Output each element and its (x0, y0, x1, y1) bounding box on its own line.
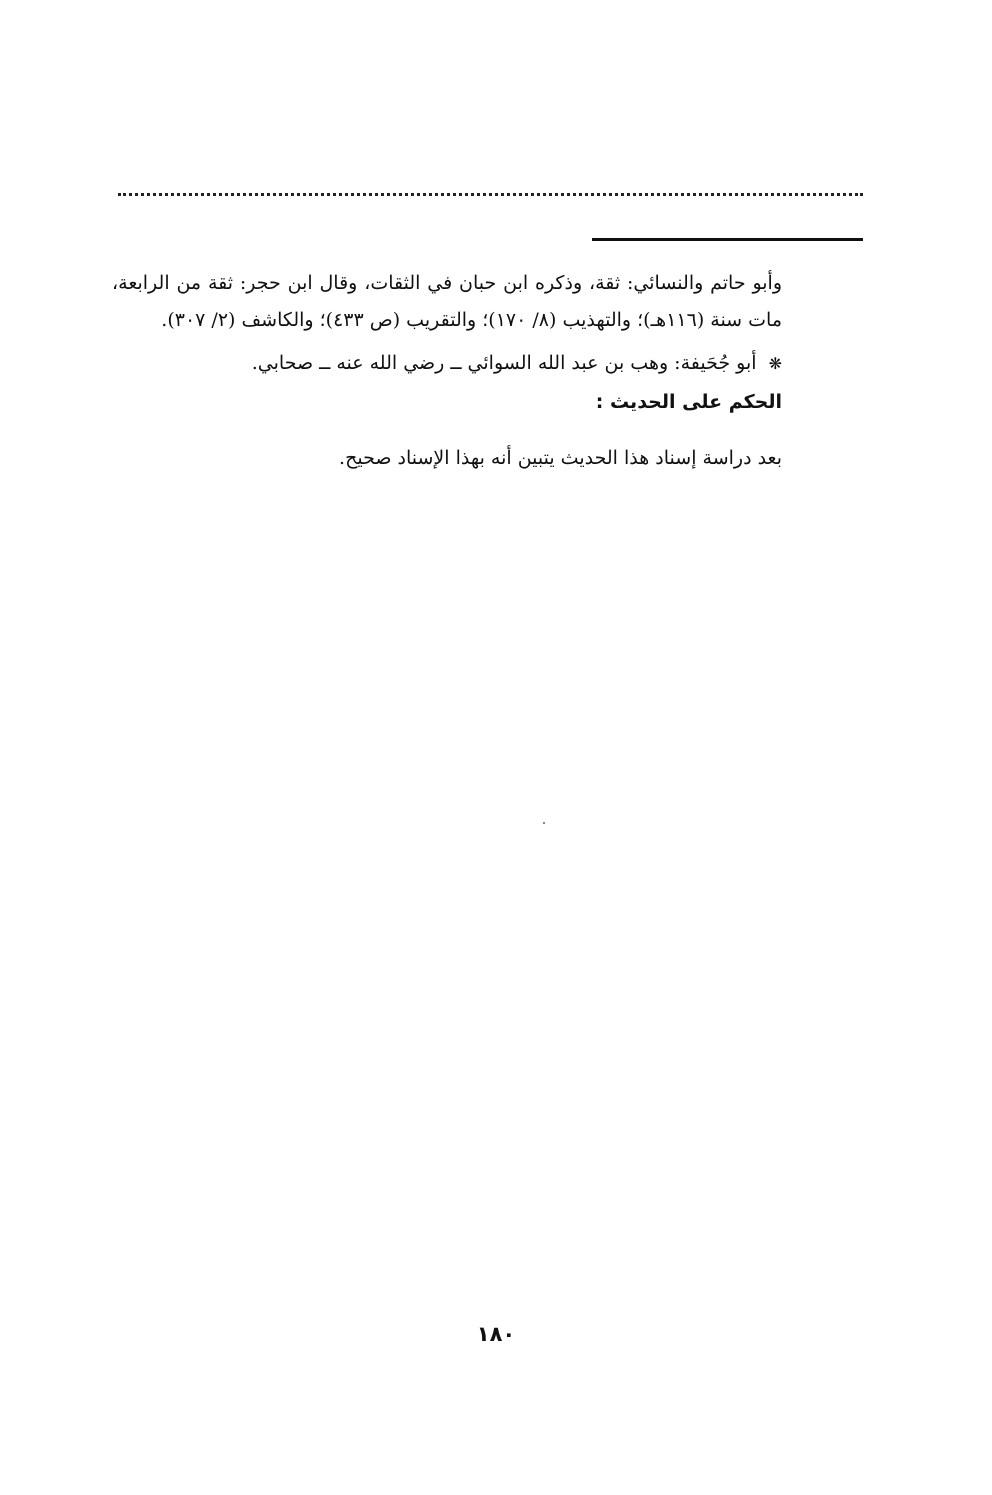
narrator-entry (112, 345, 782, 382)
ruling-text: بعد دراسة إسناد هذا الحديث يتبين أنه بهذا الإسناد صحيح. (339, 447, 782, 469)
page-body (112, 265, 782, 477)
narrator-entry-text: أبو جُحَيفة: وهب بن عبد الله السوائي ــ رضي الله عنه ــ صحابي. (251, 352, 757, 374)
footnote-separator-line (592, 238, 863, 241)
dotted-separator (118, 193, 863, 196)
page-number: ١٨٠ (476, 1322, 516, 1346)
scan-speck (543, 822, 545, 824)
bullet-icon: ❋ (768, 354, 782, 373)
footnote-continuation: وأبو حاتم والنسائي: ثقة، وذكره ابن حبان في الثقات، وقال ابن حجر: ثقة من الرابعة، مات سنة (١١٦هـ)؛ والتهذيب (٨/ ١٧٠)؛ والتقريب (ص ٤٣٣)؛ والكاشف (٢/ ٣٠٧). (112, 272, 782, 331)
ruling-heading: الحكم على الحديث : (595, 391, 782, 413)
